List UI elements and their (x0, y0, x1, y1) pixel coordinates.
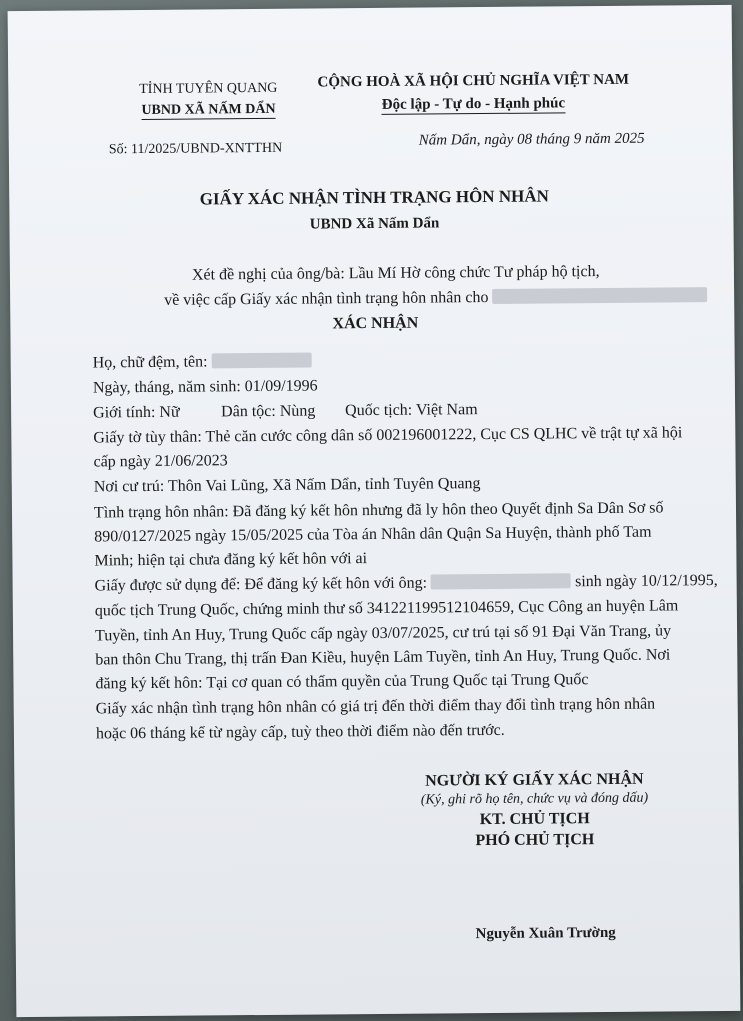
signer-name: Nguyễn Xuân Trường (475, 924, 616, 943)
intro-line-2-text: về việc cấp Giấy xác nhận tình trạng hôn nhân cho (164, 288, 489, 309)
header-right (313, 72, 633, 115)
field-id-line-2: cấp ngày 21/06/2023 (93, 452, 228, 471)
confirm-heading: XÁC NHẬN (332, 314, 419, 333)
document-title: GIẤY XÁC NHẬN TÌNH TRẠNG HÔN NHÂN (199, 186, 549, 209)
field-marital-line-3: Minh; hiện tại chưa đăng ký kết hôn với ai (94, 550, 368, 570)
field-purpose-line-5: đăng ký kết hôn: Tại cơ quan có thẩm quyền của Trung Quốc tại Trung Quốc (95, 671, 589, 693)
header-left (108, 81, 308, 120)
field-nationality: Quốc tịch: Việt Nam (345, 401, 478, 420)
signature-pp: KT. CHỦ TỊCH (479, 810, 590, 829)
document-number: Số: 11/2025/UBND-XNTTHN (108, 140, 283, 158)
agency-name: UBND XÃ NẤM DẨN (141, 101, 276, 119)
field-purpose-prefix: Giấy được sử dụng để: Để đăng ký kết hôn với ông: (94, 574, 428, 595)
document-page (8, 5, 741, 1017)
field-gender: Giới tính: Nữ (93, 403, 180, 422)
signature-note: (Ký, ghi rõ họ tên, chức vụ và đóng dấu) (420, 790, 649, 808)
province-name: TỈNH TUYÊN QUANG (139, 80, 278, 98)
field-purpose-line-4: ban thôn Chu Trang, thị trấn Đan Kiều, huyện Lâm Tuyền, tỉnh An Huy, Trung Quốc. Nơi (95, 646, 671, 669)
national-motto: Độc lập - Tự do - Hạnh phúc (381, 95, 566, 113)
field-purpose-suffix: sinh ngày 10/12/1995, (574, 572, 718, 591)
signature-heading: NGƯỜI KÝ GIẤY XÁC NHẬN (425, 770, 644, 790)
republic-name: CỘNG HOÀ XÃ HỘI CHỦ NGHĨA VIỆT NAM (317, 71, 630, 91)
field-name-label: Họ, chữ đệm, tên: (92, 353, 208, 372)
signature-role: PHÓ CHỦ TỊCH (475, 831, 595, 850)
field-name (93, 353, 312, 373)
field-residence: Nơi cư trú: Thôn Vai Lũng, Xã Nấm Dẩn, tỉnh Tuyên Quang (93, 475, 481, 496)
field-validity-line-1: Giấy xác nhận tình trạng hôn nhân có giá trị đến thời điểm thay đổi tình trạng hôn nhân (95, 695, 656, 718)
intro-line-2 (164, 287, 707, 310)
redacted-applicant-name (492, 287, 707, 304)
redacted-partner-name (431, 573, 571, 589)
field-purpose-line-2: quốc tịch Trung Quốc, chứng minh thư số 341221199512104659, Cục Công an huyện Lâm (94, 597, 679, 620)
field-id-line-1: Giấy tờ tùy thân: Thẻ căn cước công dân số 002196001222, Cục CS QLHC về trật tự xã hội (93, 424, 683, 447)
field-marital-line-1: Tình trạng hôn nhân: Đã đăng ký kết hôn nhưng đã ly hôn theo Quyết định Sa Dân Sơ số (93, 499, 664, 522)
field-ethnicity: Dân tộc: Nùng (221, 402, 316, 421)
field-marital-line-2: 890/0127/2025 ngày 15/05/2025 của Tòa án Nhân dân Quận Sa Huyện, thành phố Tam (94, 523, 652, 546)
field-dob: Ngày, tháng, năm sinh: 01/09/1996 (92, 377, 318, 397)
issuer-name: UBND Xã Nấm Dẩn (309, 215, 440, 233)
redacted-name (211, 353, 311, 369)
field-validity-line-2: hoặc 06 tháng kể từ ngày cấp, tuỳ theo thời điểm nào đến trước. (95, 721, 505, 743)
intro-line-1: Xét đề nghị của ông/bà: Lầu Mí Hờ công chức Tư pháp hộ tịch, (191, 263, 600, 284)
place-and-date: Nấm Dẩn, ngày 08 tháng 9 năm 2025 (418, 130, 645, 149)
field-purpose-line-3: Tuyền, tỉnh An Huy, Trung Quốc cấp ngày 03/07/2025, cư trú tại số 91 Đại Văn Trang, ủy (95, 622, 672, 645)
field-purpose-line-1 (95, 572, 718, 595)
